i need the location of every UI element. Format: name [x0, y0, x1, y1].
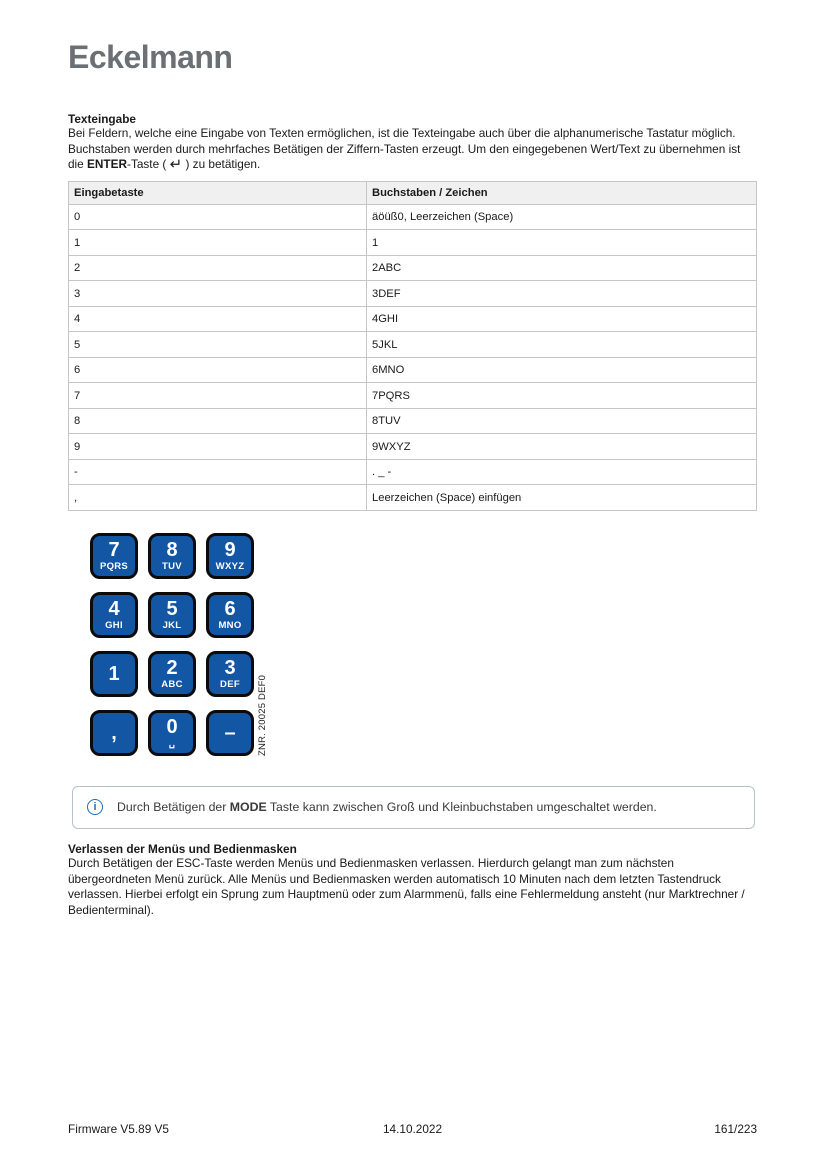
paragraph-text: -Taste ( — [127, 157, 170, 172]
keypad-key-3 — [206, 651, 254, 697]
info-text-part: Taste kann zwischen Groß und Kleinbuchstaben umgeschaltet werden. — [266, 800, 657, 815]
key-number: 0 — [166, 716, 178, 739]
cell-chars: 3DEF — [367, 281, 757, 307]
cell-chars: 2ABC — [367, 255, 757, 281]
key-number: , — [111, 721, 117, 744]
znr-drawing-number-label: ZNR. 20025 DEF0 — [257, 674, 268, 756]
enter-key-label: ENTER — [87, 157, 128, 172]
eckelmann-logo: Eckelmann — [68, 39, 233, 75]
key-letters: WXYZ — [215, 561, 245, 573]
table-row — [69, 408, 757, 434]
keypad-key-1 — [90, 651, 138, 697]
keypad-key-5 — [148, 592, 196, 638]
key-number: 7 — [108, 539, 120, 562]
table-row — [69, 230, 757, 256]
key-number: 3 — [224, 657, 236, 680]
table-row — [69, 281, 757, 307]
verlassen-paragraph: Durch Betätigen der ESC-Taste werden Menüs und Bedienmasken verlassen. Hierdurch gelangt man zum nächsten übergeordneten Menü zurück. Alle Menüs und Bedienmasken werden automatisch 10 Minuten nach dem letzten Tastendruck verlassen. Hierbei erfolgt ein Sprung zum Hauptmenü oder zum Alarmmenü, falls eine Fehlermeldung ansteht (nur Marktrechner / Bedienterminal). — [68, 855, 745, 917]
keypad-key-8 — [148, 533, 196, 579]
table-row — [69, 459, 757, 485]
cell-chars: 1 — [367, 230, 757, 256]
cell-key: 9 — [69, 434, 367, 460]
paragraph-text: Bei Feldern, welche eine Eingabe von Texten ermöglichen, ist die Texteingabe auch über die alphanumerische Tastatur möglich. Buchstaben werden durch mehrfaches Betätigen der Ziffern-Tasten erzeugt. Um den eingegebenen Wert/Text zu übernehmen ist die — [68, 126, 741, 172]
footer-date: 14.10.2022 — [382, 1122, 443, 1136]
cell-chars: 6MNO — [367, 357, 757, 383]
key-letters: GHI — [105, 620, 123, 632]
table-row — [69, 357, 757, 383]
cell-chars: 8TUV — [367, 408, 757, 434]
keypad-key-4 — [90, 592, 138, 638]
info-text-part: Durch Betätigen der — [117, 800, 230, 815]
table-row — [69, 485, 757, 511]
cell-chars: äöüß0, Leerzeichen (Space) — [367, 204, 757, 230]
key-number: 2 — [166, 657, 178, 680]
keypad-key-comma — [90, 710, 138, 756]
key-letters: JKL — [162, 620, 182, 632]
info-text — [117, 800, 657, 814]
cell-key: 0 — [69, 204, 367, 230]
keypad-key-6 — [206, 592, 254, 638]
mode-key-label: MODE — [229, 800, 267, 815]
keypad-key-9 — [206, 533, 254, 579]
table-header-eingabetaste: Eingabetaste — [69, 181, 367, 204]
table-row — [69, 332, 757, 358]
key-letters: MNO — [218, 620, 242, 632]
table-row — [69, 255, 757, 281]
key-letters: DEF — [220, 679, 240, 691]
input-key-table — [68, 181, 757, 511]
section-heading-verlassen: Verlassen der Menüs und Bedienmasken — [68, 841, 297, 856]
key-number: 8 — [166, 539, 178, 562]
cell-key: 8 — [69, 408, 367, 434]
table-row — [69, 204, 757, 230]
cell-chars: Leerzeichen (Space) einfügen — [367, 485, 757, 511]
cell-key: , — [69, 485, 367, 511]
key-number: 4 — [108, 598, 120, 621]
key-number: 1 — [108, 662, 120, 685]
cell-key: 4 — [69, 306, 367, 332]
cell-chars: 7PQRS — [367, 383, 757, 409]
page-footer — [68, 1122, 757, 1136]
keypad-key-minus — [206, 710, 254, 756]
keypad-key-0 — [148, 710, 196, 756]
enter-return-icon: ↵ — [169, 156, 183, 174]
info-note — [72, 786, 755, 829]
cell-key: 6 — [69, 357, 367, 383]
key-number: 5 — [166, 598, 178, 621]
table-row — [69, 383, 757, 409]
cell-chars: 9WXYZ — [367, 434, 757, 460]
key-letters: PQRS — [99, 561, 129, 573]
keypad-key-2 — [148, 651, 196, 697]
key-letters: TUV — [162, 561, 182, 573]
cell-key: 1 — [69, 230, 367, 256]
key-number: – — [224, 721, 236, 744]
cell-key: - — [69, 459, 367, 485]
cell-key: 5 — [69, 332, 367, 358]
table-header-row — [69, 181, 757, 204]
keypad-key-7 — [90, 533, 138, 579]
table-row — [69, 434, 757, 460]
key-number: 6 — [224, 598, 236, 621]
key-letters: ABC — [161, 679, 183, 691]
info-icon-glyph: i — [93, 800, 97, 813]
footer-firmware-version: Firmware V5.89 V5 — [68, 1122, 169, 1136]
texteingabe-paragraph — [68, 126, 757, 173]
section-heading-texteingabe: Texteingabe — [68, 112, 136, 127]
cell-key: 3 — [69, 281, 367, 307]
cell-key: 2 — [69, 255, 367, 281]
numeric-keypad-figure — [90, 533, 268, 756]
cell-key: 7 — [69, 383, 367, 409]
key-space-icon: ␣ — [168, 738, 176, 750]
page-content — [68, 0, 757, 918]
table-header-buchstaben: Buchstaben / Zeichen — [367, 181, 757, 204]
key-number: 9 — [224, 539, 236, 562]
cell-chars: 5JKL — [367, 332, 757, 358]
cell-chars: 4GHI — [367, 306, 757, 332]
paragraph-text: ) zu betätigen. — [182, 157, 261, 172]
info-icon — [87, 799, 103, 815]
table-row — [69, 306, 757, 332]
footer-page-number: 161/223 — [714, 1122, 758, 1136]
cell-chars: . _ - — [367, 459, 757, 485]
